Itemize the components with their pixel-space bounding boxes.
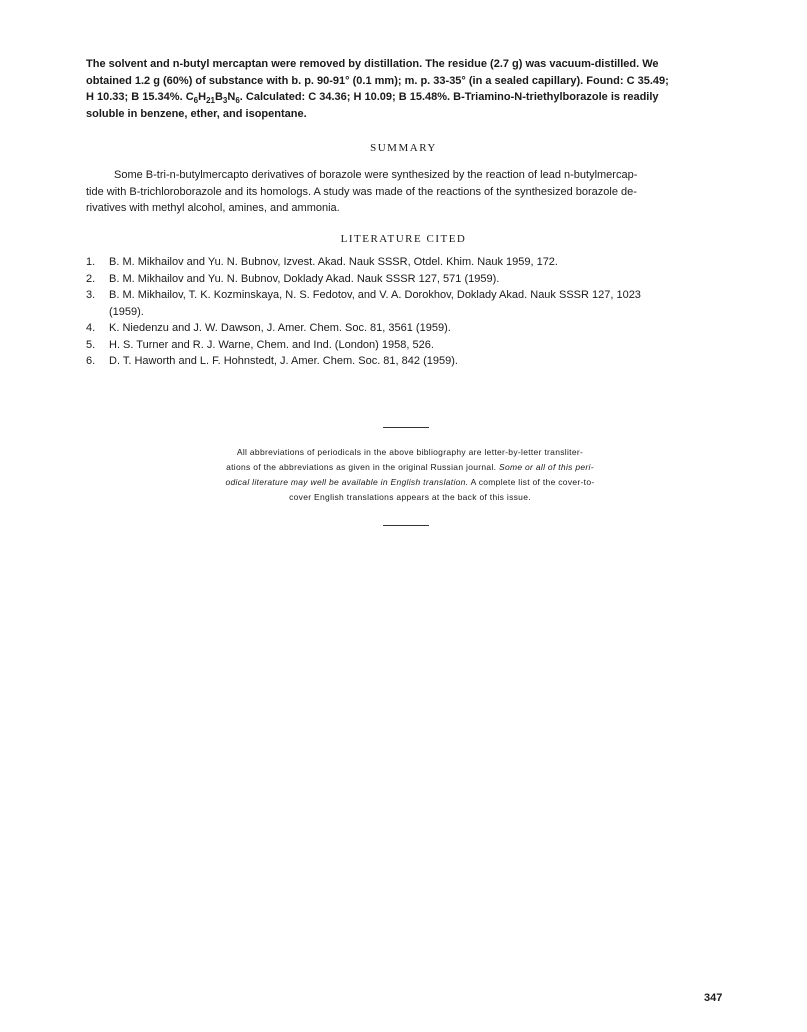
calculated-values: Calculated: C 34.36; H 10.09; B 15.48%. B-Triamino-N-triethylborazole is readily: [245, 91, 659, 103]
intro-line-2: obtained 1.2 g (60%) of substance with b. p. 90-91° (0.1 mm); m. p. 33-35° (in a sealed capillary). Found: C 35.49;: [86, 74, 669, 87]
summary-heading: SUMMARY: [370, 142, 437, 154]
separator-rule-top: [383, 427, 429, 428]
footnote-transliteration: All abbreviations of periodicals in the above bibliography are letter-by-letter transliter- ations of the abbreviations as given in the original Russian journal. Some or all of this peri- odical literature may well be available in English translation. A complete list of the cover-to- cover English translations appears at the back of this issue.: [225, 447, 595, 502]
reference-list: [86, 254, 736, 370]
summary-line-2: tide with B-trichloroborazole and its homologs. A study was made of the reactions of the synthesized borazole de-: [86, 185, 637, 198]
reference-item: 1. B. M. Mikhailov and Yu. N. Bubnov, Izvest. Akad. Nauk SSSR, Otdel. Khim. Nauk 1959, 172.: [86, 256, 558, 268]
intro-line-4: soluble in benzene, ether, and isopentane.: [86, 107, 307, 120]
reference-item: 3. B. M. Mikhailov, T. K. Kozminskaya, N. S. Fedotov, and V. A. Dorokhov, Doklady Akad. Nauk SSSR 127, 1023 (1959).: [86, 289, 641, 318]
summary-paragraph: [86, 167, 731, 217]
intro-line-1: The solvent and n-butyl mercaptan were removed by distillation. The residue (2.7 g) was vacuum-distilled. We: [86, 58, 659, 70]
molecular-formula: $C_6H_{21}B_3N_6$.: [185, 91, 243, 106]
found-hydrogen: H 10.33;: [86, 91, 129, 103]
reference-item: 5. H. S. Turner and R. J. Warne, Chem. and Ind. (London) 1958, 526.: [86, 338, 434, 351]
summary-line-3: rivatives with methyl alcohol, amines, and ammonia.: [86, 202, 340, 214]
literature-cited-heading: LITERATURE CITED: [340, 233, 467, 245]
separator-rule-bottom: [383, 525, 429, 526]
reference-item: 4. K. Niedenzu and J. W. Dawson, J. Amer. Chem. Soc. 81, 3561 (1959).: [86, 322, 451, 334]
reference-item: 6. D. T. Haworth and L. F. Hohnstedt, J. Amer. Chem. Soc. 81, 842 (1959).: [86, 355, 458, 367]
found-boron: B 15.34%.: [131, 91, 183, 103]
summary-line-1: Some B-tri-n-butylmercapto derivatives of borazole were synthesized by the reaction of lead n-butylmercap-: [114, 169, 638, 181]
intro-paragraph: [86, 56, 731, 122]
intro-line-3: [86, 89, 731, 106]
reference-item: 2. B. M. Mikhailov and Yu. N. Bubnov, Doklady Akad. Nauk SSSR 127, 571 (1959).: [86, 272, 500, 285]
page-number: 347: [704, 992, 723, 1004]
